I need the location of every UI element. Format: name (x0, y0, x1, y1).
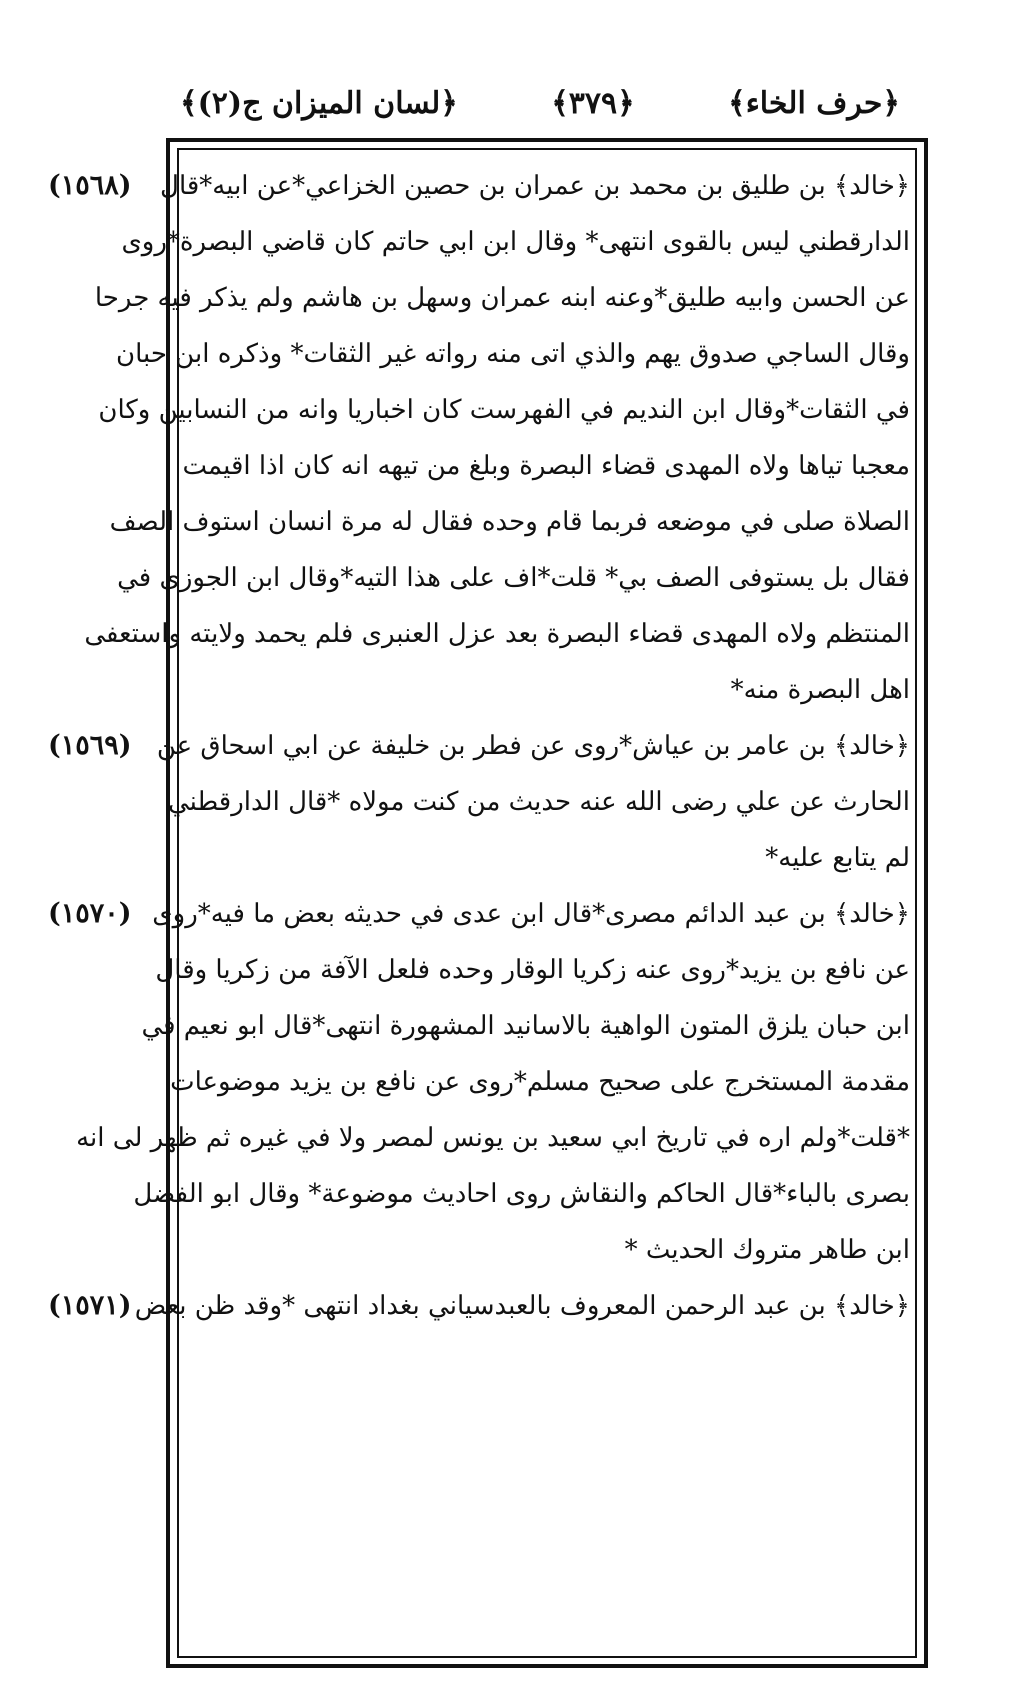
biography-entry (156, 718, 910, 886)
text-line: الحارث عن علي رضى الله عنه حديث من كنت مولاه *قال الدارقطني (167, 787, 910, 817)
book-title: ﴿لسان الميزان ج(٢)﴾ (180, 85, 458, 121)
text-line: ﴿خالد﴾ بن عبد الدائم مصرى*قال ابن عدى في حديثه بعض ما فيه*روى (152, 899, 910, 929)
text-line: ﴿خالد﴾ بن عبد الرحمن المعروف بالعبدسياني بغداد انتهى *وقد ظن بعض (134, 1291, 910, 1321)
text-line: *قلت*ولم اره في تاريخ ابي سعيد بن يونس لمصر ولا في غيره ثم ظهر لى انه (76, 1123, 910, 1153)
entry-number: (١٥٦٩) (48, 730, 132, 761)
text-line: ﴿خالد﴾ بن طليق بن محمد بن عمران بن حصين الخزاعي*عن ابيه*قال (160, 171, 910, 201)
text-line: ابن حبان يلزق المتون الواهية بالاسانيد المشهورة انتهى*قال ابو نعيم في (141, 1011, 910, 1041)
text-line: ابن طاهر متروك الحديث * (624, 1235, 910, 1265)
entry-number: (١٥٦٨) (48, 170, 132, 201)
entry-number: (١٥٧٠) (48, 898, 132, 929)
biography-entry (134, 1278, 910, 1334)
text-line: عن الحسن وابيه طليق*وعنه ابنه عمران وسهل بن هاشم ولم يذكر فيه جرحا (94, 283, 910, 313)
page-header (180, 78, 900, 128)
chapter-title: ﴿حرف الخاء﴾ (728, 85, 900, 121)
text-line: الدارقطني ليس بالقوى انتهى* وقال ابن ابي حاتم كان قاضي البصرة*روى (121, 227, 910, 257)
text-line: بصرى بالباء*قال الحاكم والنقاش روى احاديث موضوعة* وقال ابو الفضل (133, 1179, 910, 1209)
text-line: عن نافع بن يزيد*روى عنه زكريا الوقار وحده فلعل الآفة من زكريا وقال (155, 955, 910, 985)
text-line: اهل البصرة منه* (730, 675, 910, 705)
text-line: ﴿خالد﴾ بن عامر بن عياش*روى عن فطر بن خليفة عن ابي اسحاق عن (156, 731, 910, 761)
text-line: وقال الساجي صدوق يهم والذي اتى منه رواته غير الثقات* وذكره ابن حبان (115, 339, 910, 369)
text-line: فقال بل يستوفى الصف بي* قلت*اف على هذا التيه*وقال ابن الجوزى في (117, 563, 910, 593)
text-line: الصلاة صلى في موضعه فربما قام وحده فقال له مرة انسان استوف الصف (109, 507, 910, 537)
page-number: ﴿٣٧٩﴾ (551, 85, 635, 121)
text-line: مقدمة المستخرج على صحيح مسلم*روى عن نافع بن يزيد موضوعات (170, 1067, 910, 1097)
text-line: معجبا تياها ولاه المهدى قضاء البصرة وبلغ من تيهه انه كان اذا اقيمت (182, 451, 910, 481)
entry-number: (١٥٧١) (48, 1290, 132, 1321)
text-line: المنتظم ولاه المهدى قضاء البصرة بعد عزل العنبرى فلم يحمد ولايته واستعفى (84, 619, 910, 649)
text-line: في الثقات*وقال ابن النديم في الفهرست كان اخباريا وانه من النسابين وكان (98, 395, 910, 425)
text-line: لم يتابع عليه* (765, 843, 910, 873)
